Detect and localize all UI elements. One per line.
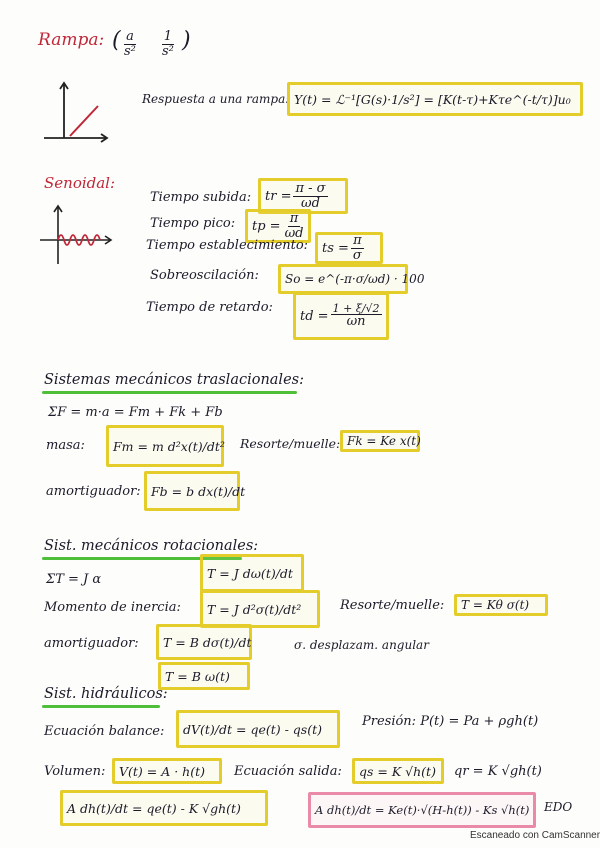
rampa-frac2: $\frac{1}{\text{s²}}$ (162, 29, 174, 59)
sobre-label: Sobreoscilación: (150, 268, 259, 283)
rot-f4: T = B ω(t) (165, 668, 230, 684)
rampa-frac1: $\frac{a}{\text{s²}}$ (124, 29, 136, 59)
rampa-formula-box (287, 82, 583, 116)
estab-label: Tiempo establecimiento: (146, 238, 309, 253)
traslacionales-title: Sistemas mecánicos traslacionales: (44, 372, 304, 388)
volumen-formula: V(t) = A · h(t) (119, 763, 205, 779)
retardo-frac: $\frac{1 + \xi/√2}{\omega n}$ (332, 301, 380, 330)
despl-note: σ. desplazam. angular (294, 638, 429, 652)
retardo-lhs: td = (300, 308, 329, 324)
resorte-formula: Fk = Ke x(t) (347, 434, 421, 448)
amort-label: amortiguador: (46, 484, 141, 499)
rampa-paren-open: ( (112, 28, 121, 53)
momento-label: Momento de inercia: (44, 600, 181, 615)
volumen-label: Volumen: (44, 764, 106, 779)
rampa-label: Respuesta a una rampa: (142, 92, 290, 106)
rot-f1: T = J dω(t)/dt (207, 565, 293, 581)
footer-scanner-text: Escaneado con CamScanner (470, 830, 600, 841)
rampa-formula: Y(t) = ℒ⁻¹[G(s)·1/s²] = [K(t-τ)+Kτe^(-t/τ)]u₀ (294, 91, 571, 107)
hid-eq2: A dh(t)/dt = Ke(t)·√(H-h(t)) - Ks √h(t) (315, 803, 530, 817)
rot-f3: T = B dσ(t)/dt (163, 634, 252, 650)
rot-resorte-label: Resorte/muelle: (340, 598, 445, 613)
masa-box (106, 425, 224, 467)
sinusoid-graph-icon (38, 204, 114, 268)
rot-amort-label: amortiguador: (44, 636, 139, 651)
masa-label: masa: (46, 438, 85, 453)
salida-label: Ecuación salida: (234, 764, 342, 779)
balance-box (176, 710, 340, 748)
masa-formula: Fm = m d²x(t)/dt² (113, 438, 225, 454)
salida-formula: qs = K √h(t) (359, 763, 436, 779)
amort-formula: Fb = b dx(t)/dt (151, 483, 246, 499)
hidraulicos-underline (42, 705, 160, 708)
hid-eq1: A dh(t)/dt = qe(t) - K √gh(t) (67, 800, 241, 816)
pico-lhs: tp = (252, 218, 281, 234)
rot-f4-box (158, 662, 250, 690)
balance-formula: dV(t)/dt = qe(t) - qs(t) (183, 721, 323, 737)
pico-frac: $\frac{\pi}{\omega d}$ (284, 210, 304, 241)
presion-text: Presión: P(t) = Pa + ρgh(t) (362, 714, 539, 729)
rot-resorte-formula: T = Kθ σ(t) (461, 598, 530, 612)
volumen-box (112, 758, 222, 784)
amort-box (144, 471, 246, 511)
senoidal-title: Senoidal: (44, 174, 116, 192)
hid-eq1-box (60, 790, 268, 826)
retardo-box (293, 292, 389, 340)
salida-box (352, 758, 444, 784)
traslacionales-underline (42, 391, 297, 394)
rotacionales-title: Sist. mecánicos rotacionales: (44, 538, 259, 554)
estab-lhs: ts = (322, 240, 349, 256)
subida-label: Tiempo subida: (150, 190, 252, 205)
estab-frac: $\frac{\pi}{\sigma}$ (352, 232, 362, 263)
sobre-box (278, 264, 425, 294)
rot-f3-box (156, 624, 252, 660)
qr-text: qr = K √gh(t) (454, 764, 542, 779)
sobre-formula: So = e^(-π·σ/ωd) · 100 (285, 272, 425, 286)
estab-box (315, 232, 383, 264)
rampa-paren-close: ) (182, 28, 191, 53)
rotacionales-sum: ΣT = J α (46, 572, 102, 587)
resorte-label: Resorte/muelle: (240, 436, 341, 451)
rot-f2: T = J d²σ(t)/dt² (207, 601, 302, 617)
resorte-box (340, 430, 420, 452)
hid-eq2-box (308, 792, 536, 828)
subida-lhs: tr = (265, 188, 292, 204)
subida-frac: $\frac{\pi - \sigma}{\omega d}$ (295, 180, 326, 211)
hidraulicos-title: Sist. hidráulicos: (44, 686, 168, 702)
rot-f2-box (200, 590, 320, 628)
edo-label: EDO (544, 800, 573, 814)
pico-label: Tiempo pico: (150, 216, 236, 231)
balance-label: Ecuación balance: (44, 724, 165, 739)
traslacionales-sum: ΣF = m·a = Fm + Fk + Fb (48, 405, 223, 420)
retardo-label: Tiempo de retardo: (146, 300, 273, 315)
rampa-title: Rampa: (38, 30, 105, 50)
rot-resorte-box (454, 594, 548, 616)
ramp-graph-icon (40, 80, 110, 144)
rot-f1-box (200, 554, 304, 592)
